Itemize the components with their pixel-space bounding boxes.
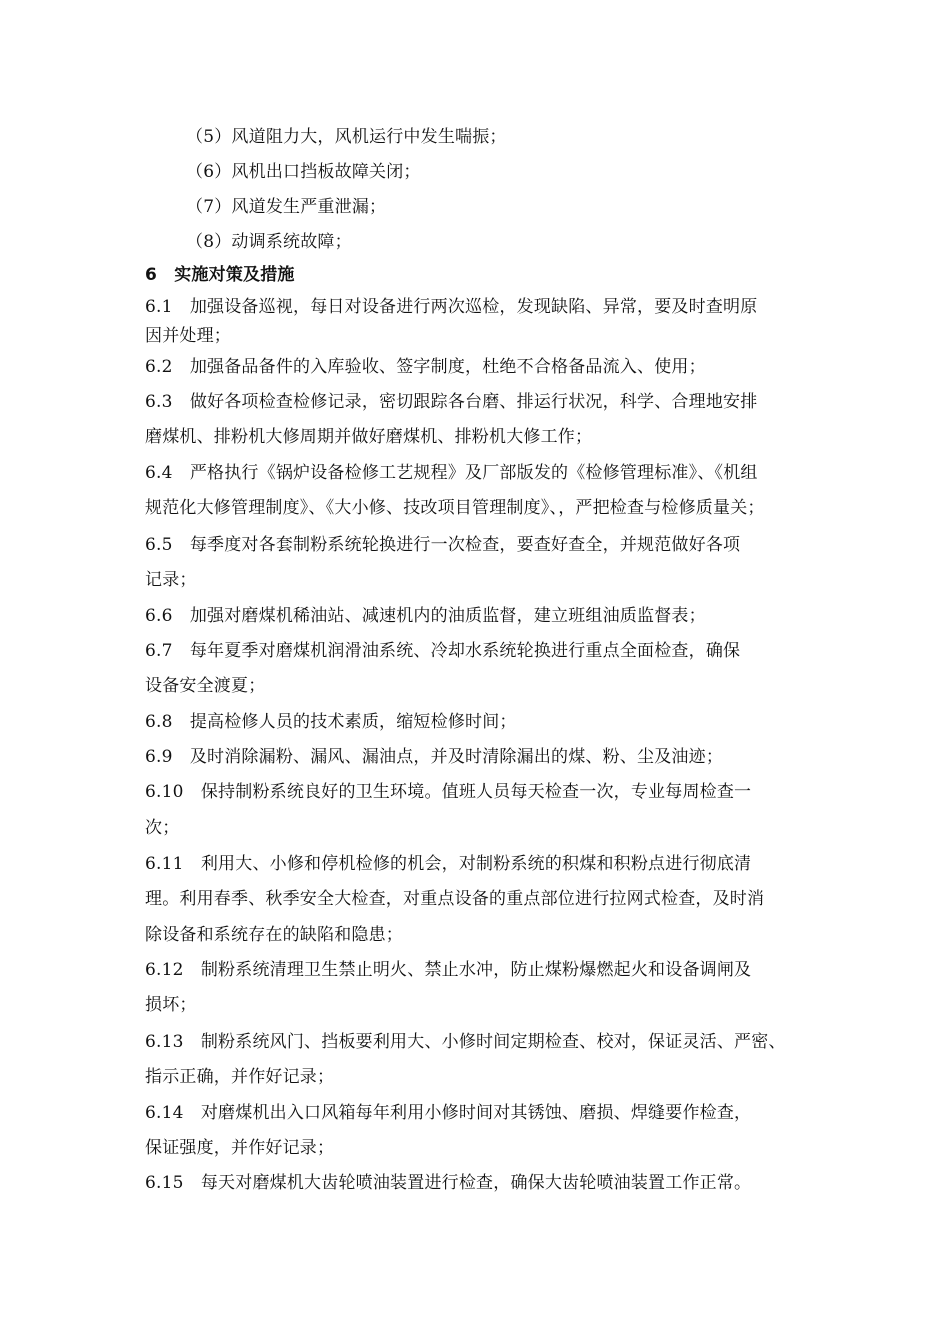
paragraph-line: 6.2 加强备品备件的入库验收、签字制度，杜绝不合格备品流入、使用； (145, 357, 706, 377)
fault-item-8: （8）动调系统故障； (186, 232, 352, 252)
paragraph-line: 次； (145, 818, 180, 838)
paragraph-line: 6.6 加强对磨煤机稀油站、减速机内的油质监督，建立班组油质监督表； (145, 606, 706, 626)
paragraph-line: 6.5 每季度对各套制粉系统轮换进行一次检查，要查好查全，并规范做好各项 (145, 535, 741, 555)
fault-item-6: （6）风机出口挡板故障关闭； (186, 162, 421, 182)
paragraph-line: 6.14 对磨煤机出入口风箱每年利用小修时间对其锈蚀、磨损、焊缝要作检查， (145, 1103, 752, 1123)
paragraph-line: 6.7 每年夏季对磨煤机润滑油系统、冷却水系统轮换进行重点全面检查，确保 (145, 641, 741, 661)
paragraph-line: 理。利用春季、秋季安全大检查，对重点设备的重点部位进行拉网式检查，及时消 (145, 889, 765, 909)
paragraph-line: 除设备和系统存在的缺陷和隐患； (145, 925, 403, 945)
paragraph-line: 6.8 提高检修人员的技术素质，缩短检修时间； (145, 712, 517, 732)
paragraph-line: 因并处理； (145, 326, 231, 346)
paragraph-line: 指示正确，并作好记录； (145, 1067, 335, 1087)
paragraph-line: 6.10 保持制粉系统良好的卫生环境。值班人员每天检查一次，专业每周检查一 (145, 782, 752, 802)
paragraph-line: 6.12 制粉系统清理卫生禁止明火、禁止水冲，防止煤粉爆燃起火和设备调闸及 (145, 960, 752, 980)
paragraph-line: 6.9 及时消除漏粉、漏风、漏油点，并及时清除漏出的煤、粉、尘及油迹； (145, 747, 724, 767)
paragraph-line: 6.15 每天对磨煤机大齿轮喷油装置进行检查，确保大齿轮喷油装置工作正常。 (145, 1173, 752, 1193)
paragraph-line: 记录； (145, 570, 197, 590)
fault-item-7: （7）风道发生严重泄漏； (186, 197, 387, 217)
paragraph-line: 设备安全渡夏； (145, 676, 266, 696)
paragraph-line: 6.13 制粉系统风门、挡板要利用大、小修时间定期检查、校对，保证灵活、严密、 (145, 1032, 786, 1052)
paragraph-line: 磨煤机、排粉机大修周期并做好磨煤机、排粉机大修工作； (145, 427, 593, 447)
paragraph-line: 6.4 严格执行《锅炉设备检修工艺规程》及厂部版发的《检修管理标准》、《机组 (145, 463, 758, 483)
section-heading: 6 实施对策及措施 (145, 265, 295, 285)
paragraph-line: 损坏； (145, 995, 197, 1015)
paragraph-line: 6.1 加强设备巡视，每日对设备进行两次巡检，发现缺陷、异常，要及时查明原 (145, 297, 758, 317)
paragraph-line: 保证强度，并作好记录； (145, 1138, 335, 1158)
paragraph-line: 6.11 利用大、小修和停机检修的机会，对制粉系统的积煤和积粉点进行彻底清 (145, 854, 752, 874)
paragraph-line: 规范化大修管理制度》、《大小修、技改项目管理制度》、，严把检查与检修质量关； (145, 498, 765, 518)
paragraph-line: 6.3 做好各项检查检修记录，密切跟踪各台磨、排运行状况，科学、合理地安排 (145, 392, 758, 412)
fault-item-5: （5）风道阻力大，风机运行中发生喘振； (186, 127, 507, 147)
